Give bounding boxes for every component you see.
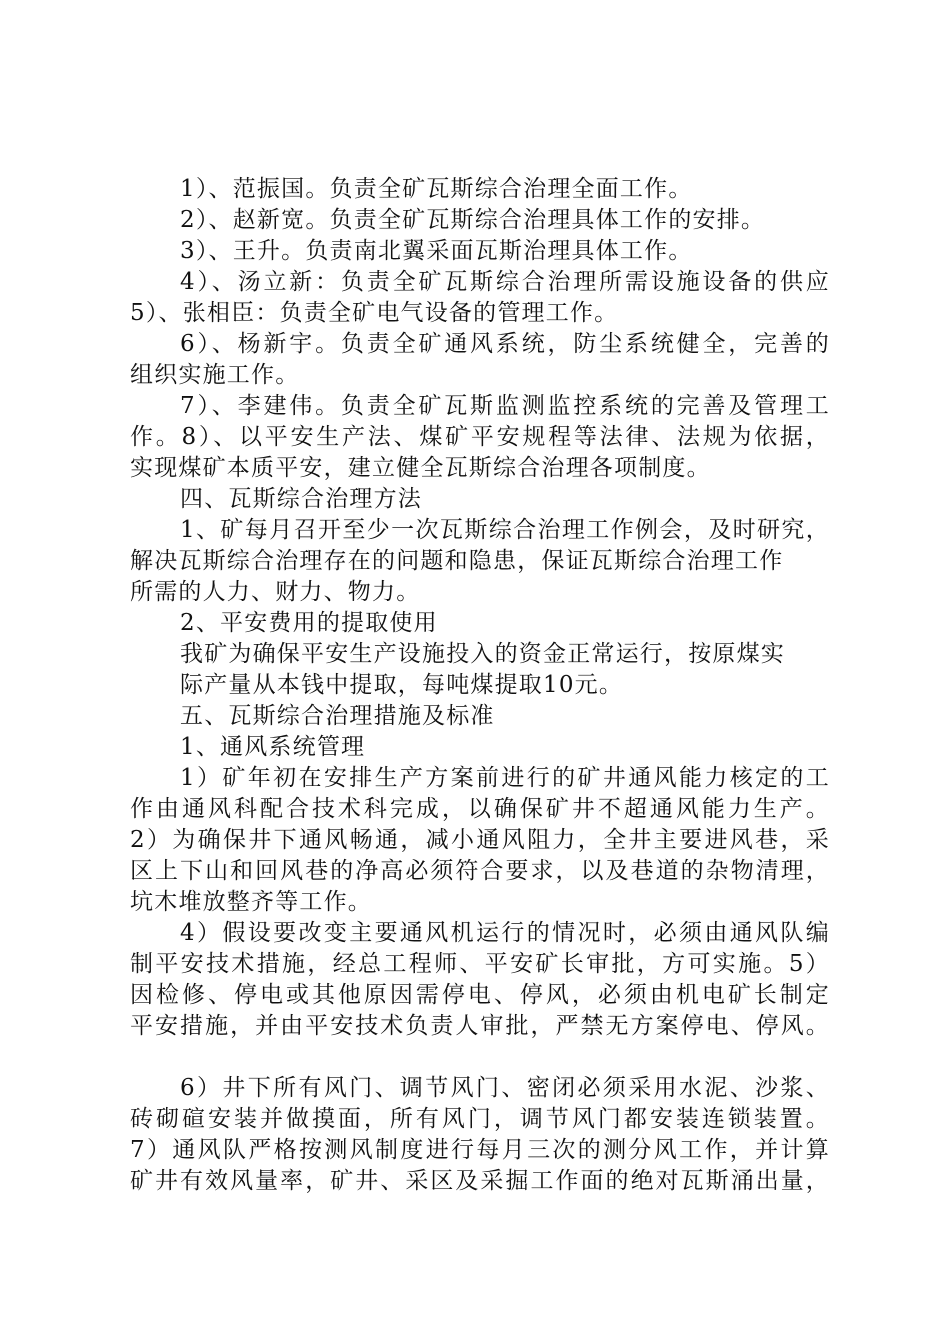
text-line: 因检修、停电或其他原因需停电、停风，必须由机电矿长制定	[130, 982, 830, 1008]
text-line: 作。8）、以平安生产法、煤矿平安规程等法律、法规为依据，	[130, 424, 830, 450]
text-line: 5）、张相臣：负责全矿电气设备的管理工作。	[130, 300, 619, 326]
text-line: 6）井下所有风门、调节风门、密闭必须采用水泥、沙浆、	[180, 1075, 830, 1101]
text-line: 实现煤矿本质平安，建立健全瓦斯综合治理各项制度。	[130, 455, 711, 481]
text-line: 坑木堆放整齐等工作。	[130, 889, 372, 915]
text-line: 7）通风队严格按测风制度进行每月三次的测分风工作，并计算	[130, 1137, 830, 1163]
text-line: 6）、杨新宇。负责全矿通风系统，防尘系统健全，完善的	[180, 331, 830, 357]
text-line: 1、矿每月召开至少一次瓦斯综合治理工作例会，及时研究，	[180, 517, 830, 543]
text-line: 4）假设要改变主要通风机运行的情况时，必须由通风队编	[180, 920, 830, 946]
text-line: 7）、李建伟。负责全矿瓦斯监测监控系统的完善及管理工	[180, 393, 830, 419]
text-line: 制平安技术措施，经总工程师、平安矿长审批，方可实施。5）	[130, 951, 830, 977]
text-line: 4）、汤立新：负责全矿瓦斯综合治理所需设施设备的供应	[180, 269, 830, 295]
section-heading: 四、瓦斯综合治理方法	[180, 486, 422, 512]
text-line: 2）为确保井下通风畅通，减小通风阻力，全井主要进风巷，采	[130, 827, 830, 853]
text-line: 我矿为确保平安生产设施投入的资金正常运行，按原煤实	[180, 641, 785, 667]
text-line: 1、通风系统管理	[180, 734, 366, 760]
section-heading: 五、瓦斯综合治理措施及标准	[180, 703, 495, 729]
text-line: 解决瓦斯综合治理存在的问题和隐患，保证瓦斯综合治理工作	[130, 548, 784, 574]
text-line: 2、平安费用的提取使用	[180, 610, 438, 636]
text-line: 砖砌碹安装并做摸面，所有风门，调节风门都安装连锁装置。	[130, 1106, 830, 1132]
text-line: 3）、王升。负责南北翼采面瓦斯治理具体工作。	[180, 238, 693, 264]
text-line: 矿井有效风量率，矿井、采区及采掘工作面的绝对瓦斯涌出量，	[130, 1168, 830, 1194]
text-line: 所需的人力、财力、物力。	[130, 579, 421, 605]
text-line: 平安措施，并由平安技术负责人审批，严禁无方案停电、停风。	[130, 1013, 830, 1039]
text-line: 组织实施工作。	[130, 362, 300, 388]
text-line: 1）、范振国。负责全矿瓦斯综合治理全面工作。	[180, 176, 693, 202]
text-line: 2）、赵新宽。负责全矿瓦斯综合治理具体工作的安排。	[180, 207, 766, 233]
text-line: 1）矿年初在安排生产方案前进行的矿井通风能力核定的工	[180, 765, 830, 791]
text-line: 际产量从本钱中提取，每吨煤提取10元。	[180, 672, 624, 698]
text-line: 作由通风科配合技术科完成，以确保矿井不超通风能力生产。	[130, 796, 830, 822]
text-line: 区上下山和回风巷的净高必须符合要求，以及巷道的杂物清理，	[130, 858, 830, 884]
